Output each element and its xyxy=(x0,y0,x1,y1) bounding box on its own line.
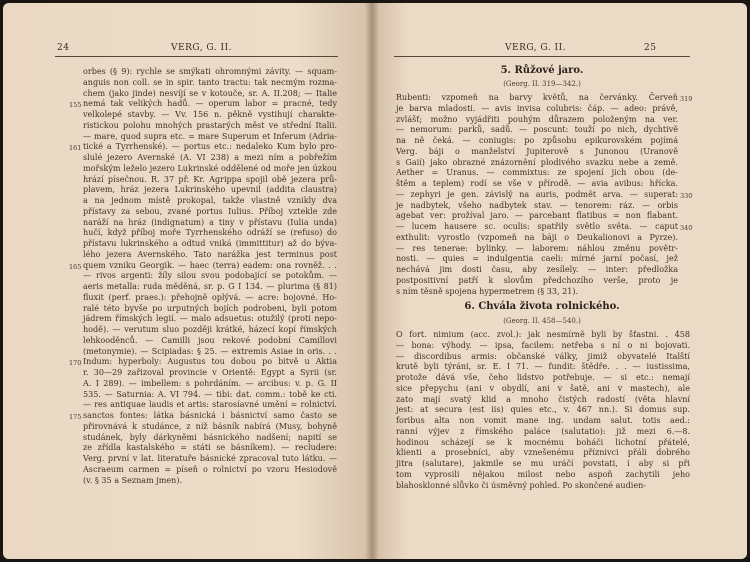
right-page xyxy=(372,3,747,559)
left-body-text xyxy=(83,67,337,486)
text-line: přístavy za sebou, zvané portus Iulius. Příboj vztekle zde xyxy=(83,206,337,216)
verse-number: 340 xyxy=(680,224,693,232)
text-line: sanctos fontes: látka básnická i básnictví samo často se xyxy=(83,411,337,420)
text-line: tické a Tyrrhenské). — portus etc.: nedaleko Kum bylo pro- xyxy=(83,142,337,152)
text-line: blahosklonné slůvko či úsměvný pohled. Po skončené audien- xyxy=(396,480,646,490)
text-line: jitra (salutare), jakmile se mu uráčí povstati, i aby si při xyxy=(396,459,690,468)
text-line: krutě byli týráni, sr. E. I 71. — fundit: štědře. . . — iustissima, xyxy=(396,362,690,372)
text-line: naráží na hráz (indignatum) a tiny v přístavu (Iulia unda) xyxy=(83,217,337,227)
text-line: lého jezera Avernského. Tato narážka jest terminus post xyxy=(83,249,337,259)
text-line: na ně čeká. — coniugis: po způsobu epikurovském pojímá xyxy=(396,136,678,145)
text-line: Ascraeum carmen = píseň o rolnictví po vzoru Hesiodově xyxy=(83,464,337,474)
text-line: aeris metalla: ruda měděná, sr. p. G I 134. — plurima (§ 81) xyxy=(83,282,337,291)
text-line: lehkooděnců. — Camilli jsou rekové podobní Camillovi xyxy=(83,335,337,345)
text-line: foribus alta non vomit mane ing. undam salut. totis aed.: xyxy=(396,416,690,425)
text-line: — discordibus armis: občanské války, jimiž obyvatelé Italští xyxy=(396,351,690,361)
text-line: hodě). — verutum sluo později krátké, házecí kopí římských xyxy=(83,325,337,334)
section-1-text xyxy=(396,93,678,297)
text-line: agebat ver: prožíval jaro. — parcebant flatibus = non flabant. xyxy=(396,211,678,221)
text-line: — res antiquae laudis et artis: starosíavné umění = rolnictví. xyxy=(83,400,337,410)
text-line: přirovnává k studánce, z níž básník nabírá (Musy, bohyně xyxy=(83,421,337,431)
text-line: studánek, byly dárkyněmi básnického nadšení; napití se xyxy=(83,432,337,442)
text-line: je barva mladosti. — avis invisa colubris: čáp. — adeo: právě, xyxy=(396,103,678,113)
text-line: (v. § 35 a Seznam jmen). xyxy=(83,475,183,485)
text-line: slulé jezero Avernské (A. VI 238) a mezi ním a pobřežím xyxy=(83,153,337,162)
text-line: (metonymie). — Scipiadas: § 25. — extremis Asiae in oris. . . xyxy=(83,346,337,356)
section-subtitle: (Georg. II. 458—540.) xyxy=(503,317,581,325)
text-line: exthulit: vyrostlo (vzpomeň na báji o Deukalionovi a Pyrze). xyxy=(396,232,678,242)
text-line: tom vyprosili nějakou milost nebo aspoň zachytili jeho xyxy=(396,469,690,479)
text-line: r. 30—29 zařizoval provincie v Orientě: Egypt a Syrii (sr. xyxy=(83,368,337,377)
book-gutter xyxy=(365,3,379,559)
text-line: — nemorum: parků, sadů. — poscunt: touží po nich, dychtivě xyxy=(396,125,678,135)
text-line: hrází písečnou. R. 37 př. Kr. Agrippa spojil obě jezera prů- xyxy=(83,174,337,184)
text-line: Verg. první v lat. literatuře básnické zpracoval tuto látku. — xyxy=(83,454,337,463)
header-rule xyxy=(55,56,338,57)
verse-number: 319 xyxy=(680,95,693,103)
text-line: orbes (§ 9): rychle se smýkati ohromnými závity. — squam- xyxy=(83,67,337,76)
verse-number: 161 xyxy=(69,144,82,153)
running-header: VERG, G. II. xyxy=(505,43,566,53)
section-2-text xyxy=(396,330,690,491)
text-line: velkolepé stavby. — Vv. 156 n. pěkně vystihují charakte- xyxy=(83,110,337,119)
verse-number: 170 xyxy=(69,359,82,368)
text-line: protože dává vše, čeho lidstvo potřebuje. — si etc.: nemají xyxy=(396,373,690,382)
text-line: s ním těsně spojena hypermetrem (§ 33, 21). xyxy=(396,286,579,296)
text-line: plavem, hráz jezera Lukrinského upevnil (addita claustra) xyxy=(83,185,337,195)
text-line: O fort. nimium (acc. zvol.): jak nesmírně byli by šťastni. . 458 xyxy=(396,330,690,339)
text-line: chem (jako jinde) nesvíjí se v kotouče, sr. A. II.208; — Italie xyxy=(83,88,337,98)
text-line: Rubenti: vzpomeň na barvy květů, na červánky. Červeň xyxy=(396,93,678,102)
text-line: Verg. báji o manželství Jupiterově s Junonou (Uranově xyxy=(396,146,678,156)
book-spread xyxy=(3,3,747,559)
verse-number: 175 xyxy=(69,413,82,421)
text-line: anguis non coll. se in spir. tanto tractu: tak necmým rozma- xyxy=(83,77,337,87)
header-rule xyxy=(394,56,690,57)
text-line: hučí, když příboj moře Tyrrhenského odráží se (refuso) do xyxy=(83,228,337,238)
text-line: — mare, quod supra etc. = mare Superum et Inferum (Adria- xyxy=(83,131,337,141)
verse-number: 155 xyxy=(69,101,82,110)
text-line: fluxit (perf. praes.): přehojně oplývá. — acre: bojovné. Ho- xyxy=(83,292,337,302)
text-line: — zephyri je gen. závislý na auris, podmět arva. — superat: xyxy=(396,189,678,199)
text-line: jádrem římských legií. — malo adsuetus: otužilý (proti nepo- xyxy=(83,314,337,324)
text-line: Aether = Uranus. — commixtus: ze spojení jich obou (de- xyxy=(396,168,678,178)
text-line: ranní výjev z římského paláce (salutatio): již mezi 6.—8. xyxy=(396,426,690,436)
verse-number: 165 xyxy=(69,262,82,271)
text-line: zvlášť; možno vyjádřiti pouhým důrazem položeným na ver. xyxy=(396,114,678,124)
text-line: sice přepychu (ani v obydlí, ani v šatě, ani v mastech), ale xyxy=(396,383,690,393)
text-line: ralé této byvše po urputných bojích podrobeni, byli potom xyxy=(83,303,337,313)
text-line: A. I 289). — imbellem: s pohrdáním. — arcibus: v. p. G. II xyxy=(83,378,337,388)
text-line: — rivos argenti: žíly silou svou podobající se potokům. — xyxy=(83,271,337,281)
text-line: Indum: hyperboly: Augustus tou dobou po bitvě u Aktia xyxy=(83,357,337,367)
text-line: nemá tak velikých hadů. — operum labor = pracné, tedy xyxy=(83,99,337,109)
text-line: mořským leželo jezero Lukrinské oddělené od moře jen úzkou xyxy=(83,163,337,173)
text-line: a na jednom místě prokopal, takže vlastně vznikly dva xyxy=(83,196,337,205)
text-line: jest: at secura (est iis) quies etc., v. 467 nn.). Si domus sup. xyxy=(396,405,690,415)
text-line: zato mají svatý klid a mnoho čistých radostí (věta hlavní xyxy=(396,394,690,404)
section-title: 6. Chvála života rolnického. xyxy=(464,301,620,312)
text-line: hodinou scházejí se k mocnému boháči lichotní přátelé, xyxy=(396,437,690,447)
text-line: postpositivní patří k slovům předchozího verše, proto je xyxy=(396,275,678,285)
text-line: klienti a prosebníci, aby vznešenému příznivci přáli dobrého xyxy=(396,448,690,458)
text-line: přístavu lukrinského a odtud vniká (immittitur) až do býva- xyxy=(83,239,337,248)
section-subtitle: (Georg. II. 319—342.) xyxy=(503,80,581,88)
text-line: štěm a teplem) rodí se vše v přírodě. — avia avibus: hřícka. xyxy=(396,179,678,188)
left-page xyxy=(3,3,372,559)
verse-number: 330 xyxy=(680,191,693,200)
page-number: 25 xyxy=(644,43,657,53)
text-line: 535. — Saturnia: A. VI 794. — tibi: dat. comm.: tobě ke cti. xyxy=(83,389,337,399)
section-title: 5. Růžové jaro. xyxy=(500,65,584,76)
text-line: — bona: výhody. — ipsa, facilem: netřeba s ní o ni bojovati. xyxy=(396,340,690,350)
text-line: je nadbytek, všeho nadbytek stav. — tenorem: ráz. — orbis xyxy=(396,200,678,210)
page-number: 24 xyxy=(57,43,70,53)
text-line: ristickou polohu mnohých prastarých měst ve střední Italii. xyxy=(83,120,337,130)
running-header: VERG, G. II. xyxy=(171,43,232,53)
text-line: quem vzniku Georgik. — haec (terra) eadem: ona rovněž. . . xyxy=(83,260,337,270)
text-line: nosti. — quies = indulgentia caeli: mírné jarní počasí, jež xyxy=(396,254,678,264)
text-line: s Gaií) jako obrazné znázornění plodivého svazku nebe a země. xyxy=(396,157,678,167)
text-line: — res tenerae: bylinky. — laborem: náhlou změnu povětr- xyxy=(396,243,678,253)
text-line: ze zřídla kastalského = státi se básníkem). — recludere: xyxy=(83,443,337,453)
text-line: nechává jim dosti času, aby zesílely. — inter: předložka xyxy=(396,265,678,274)
text-line: — lucem hausere sc. oculis: spatřily světlo světa. — caput xyxy=(396,222,678,231)
